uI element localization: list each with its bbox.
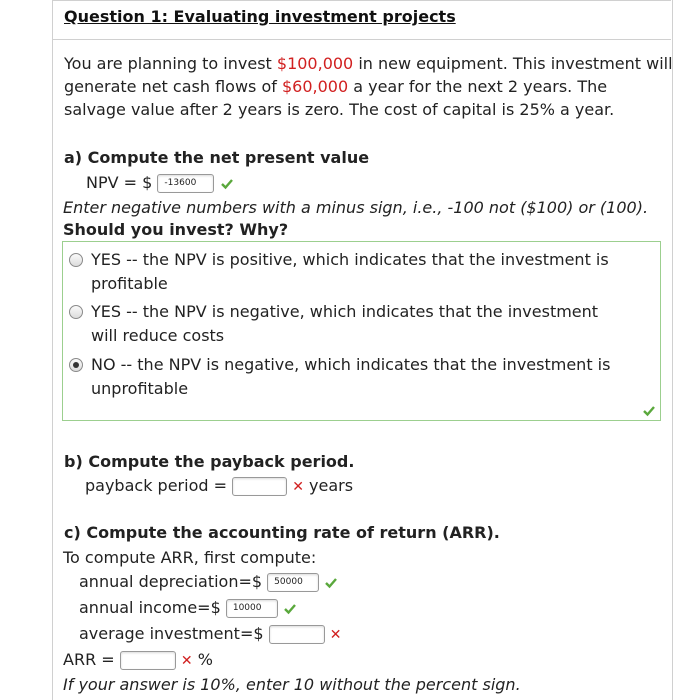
radio-option-1[interactable]	[69, 253, 83, 267]
income-row	[79, 598, 297, 618]
income-label: annual income=$	[79, 598, 221, 617]
cash-flow-amount: $60,000	[281, 77, 349, 96]
intro-part1: You are planning to invest	[64, 54, 277, 73]
avg-investment-row	[79, 624, 341, 645]
check-icon	[220, 178, 234, 190]
x-icon: ✕	[329, 626, 342, 643]
option-3-label: NO -- the NPV is negative, which indicates that the investment is unprofitable	[91, 355, 611, 398]
part-a-heading: a) Compute the net present value	[64, 148, 370, 167]
avg-investment-label: average investment=$	[79, 624, 264, 643]
payback-input[interactable]	[232, 477, 287, 496]
depreciation-row	[79, 572, 338, 592]
avg-investment-input[interactable]	[269, 625, 325, 644]
check-icon	[324, 577, 338, 589]
part-c-note: If your answer is 10%, enter 10 without the percent sign.	[63, 675, 521, 694]
invest-question: Should you invest? Why?	[63, 220, 289, 239]
arr-label: ARR =	[63, 650, 115, 669]
intro-part2: in new equipment. This investment will generate net cash flows of	[64, 54, 673, 96]
option-2-label: YES -- the NPV is negative, which indicates that the investment will reduce costs	[91, 302, 599, 345]
depreciation-input[interactable]: 50000	[267, 573, 319, 592]
x-icon: ✕	[180, 652, 193, 669]
arr-unit: %	[197, 650, 213, 669]
npv-row	[86, 173, 234, 193]
income-input[interactable]: 10000	[226, 599, 278, 618]
part-c-subheading: To compute ARR, first compute:	[63, 548, 317, 567]
check-icon	[283, 603, 297, 615]
arr-input[interactable]	[120, 651, 176, 670]
payback-unit: years	[309, 476, 354, 495]
depreciation-label: annual depreciation=$	[79, 572, 263, 591]
radio-option-3[interactable]	[69, 358, 83, 372]
npv-label: NPV = $	[86, 173, 153, 192]
part-b-heading: b) Compute the payback period.	[64, 452, 355, 471]
x-icon: ✕	[292, 478, 304, 495]
invest-amount: $100,000	[276, 54, 354, 73]
option-yes-positive[interactable]	[69, 248, 629, 296]
check-icon	[642, 405, 656, 417]
part-c-heading: c) Compute the accounting rate of return (ARR).	[64, 523, 500, 542]
option-no-negative[interactable]	[69, 353, 629, 401]
part-a-note: Enter negative numbers with a minus sign, i.e., -100 not ($100) or (100).	[63, 198, 649, 217]
intro-part3: a year for the next 2 years. The salvage value after 2 years is zero. The cost of capital is 25% a year.	[64, 77, 615, 119]
payback-row	[85, 476, 353, 497]
option-1-label: YES -- the NPV is positive, which indicates that the investment is profitable	[91, 250, 609, 293]
payback-label: payback period =	[85, 476, 227, 495]
intro-text	[64, 52, 674, 121]
invest-options-group	[62, 241, 661, 421]
radio-option-2[interactable]	[69, 305, 83, 319]
option-yes-negative[interactable]	[69, 300, 629, 348]
question-title: Question 1: Evaluating investment projects	[64, 7, 456, 26]
npv-input[interactable]: -13600	[157, 174, 214, 193]
arr-row	[63, 650, 213, 671]
